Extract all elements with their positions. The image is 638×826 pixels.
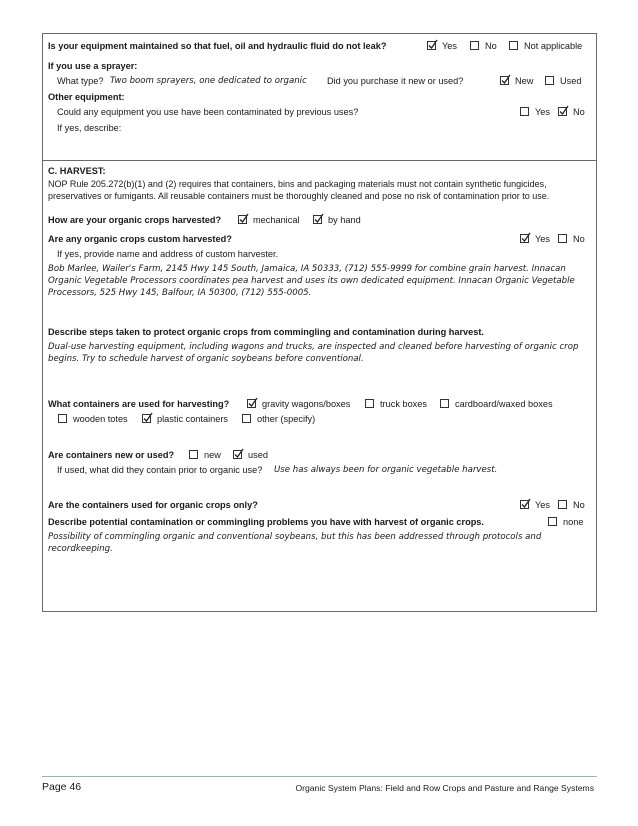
checkmark-icon xyxy=(558,105,569,116)
contamination-yes-label: Yes xyxy=(535,107,550,117)
organic-only-no-checkbox[interactable] xyxy=(558,500,567,509)
contamination-no-checkbox[interactable] xyxy=(558,107,567,116)
leak-no-checkbox[interactable] xyxy=(470,41,479,50)
other-equipment-label: Other equipment: xyxy=(48,92,125,102)
organic-only-yes-checkbox[interactable] xyxy=(520,500,529,509)
by-hand-label: by hand xyxy=(328,215,361,225)
organic-only-yes-label: Yes xyxy=(535,500,550,510)
checkmark-icon xyxy=(233,448,244,459)
by-hand-checkbox[interactable] xyxy=(313,215,322,224)
custom-yes-label: Yes xyxy=(535,234,550,244)
truck-boxes-checkbox[interactable] xyxy=(365,399,374,408)
prior-use-question: If used, what did they contain prior to organic use? xyxy=(57,465,263,475)
what-type-answer[interactable]: Two boom sprayers, one dedicated to organic xyxy=(110,76,307,86)
containers-used-label: used xyxy=(248,450,268,460)
containers-new-label: new xyxy=(204,450,221,460)
purchase-new-label: New xyxy=(515,76,534,86)
checkmark-icon xyxy=(247,397,258,408)
purchase-used-label: Used xyxy=(560,76,582,86)
leak-question: Is your equipment maintained so that fuel, oil and hydraulic fluid do not leak? xyxy=(48,41,387,51)
other-specify-label: other (specify) xyxy=(257,414,316,424)
checkmark-icon xyxy=(520,232,531,243)
custom-harvest-question: Are any organic crops custom harvested? xyxy=(48,234,232,244)
checkmark-icon xyxy=(520,498,531,509)
cardboard-boxes-checkbox[interactable] xyxy=(440,399,449,408)
purchase-new-checkbox[interactable] xyxy=(500,76,509,85)
plastic-containers-label: plastic containers xyxy=(157,414,228,424)
other-specify-checkbox[interactable] xyxy=(242,414,251,423)
checkmark-icon xyxy=(142,412,153,423)
problems-question: Describe potential contamination or commingling problems you have with harvest of organic crops. xyxy=(48,517,484,527)
none-label: none xyxy=(563,517,584,527)
nop-rule-text: NOP Rule 205.272(b)(1) and (2) requires that containers, bins and packaging materials must not contain synthetic fungicides, preservatives or fumigants. All reusable containers must be thoroughly cleaned and pose no risk of contamination prior to use. xyxy=(48,179,550,201)
cardboard-boxes-label: cardboard/waxed boxes xyxy=(455,399,553,409)
contamination-yes-checkbox[interactable] xyxy=(520,107,529,116)
custom-no-checkbox[interactable] xyxy=(558,234,567,243)
steps-answer[interactable]: Dual-use harvesting equipment, including wagons and trucks, are inspected and cleaned before harvesting of organic crop begins. Try to schedule harvest of organic soybeans before conventional. xyxy=(48,342,579,364)
purchase-used-checkbox[interactable] xyxy=(545,76,554,85)
leak-na-label: Not applicable xyxy=(524,41,583,51)
leak-yes-checkbox[interactable] xyxy=(427,41,436,50)
gravity-wagons-label: gravity wagons/boxes xyxy=(262,399,351,409)
footer-title: Organic System Plans: Field and Row Crops and Pasture and Range Systems xyxy=(295,783,594,793)
if-yes-describe-label: If yes, describe: xyxy=(57,123,122,133)
checkmark-icon xyxy=(500,74,511,85)
wooden-totes-checkbox[interactable] xyxy=(58,414,67,423)
containers-used-checkbox[interactable] xyxy=(233,450,242,459)
checkmark-icon xyxy=(427,39,438,50)
how-harvested-question: How are your organic crops harvested? xyxy=(48,215,222,225)
containers-question: What containers are used for harvesting? xyxy=(48,399,230,409)
custom-yes-checkbox[interactable] xyxy=(520,234,529,243)
what-type-label: What type? xyxy=(57,76,104,86)
custom-if-yes-label: If yes, provide name and address of custom harvester. xyxy=(57,249,279,259)
organic-only-no-label: No xyxy=(573,500,585,510)
leak-yes-label: Yes xyxy=(442,41,457,51)
contamination-question: Could any equipment you use have been contaminated by previous uses? xyxy=(57,107,359,117)
harvest-heading: C. HARVEST: xyxy=(48,166,106,176)
custom-no-label: No xyxy=(573,234,585,244)
none-checkbox[interactable] xyxy=(548,517,557,526)
gravity-wagons-checkbox[interactable] xyxy=(247,399,256,408)
if-sprayer-label: If you use a sprayer: xyxy=(48,61,138,71)
problems-answer[interactable]: Possibility of commingling organic and conventional soybeans, but this has been addressed through protocols and recordkeeping. xyxy=(48,532,542,554)
checkmark-icon xyxy=(238,213,249,224)
footer-rule xyxy=(42,776,597,777)
steps-question: Describe steps taken to protect organic crops from commingling and contamination during harvest. xyxy=(48,327,484,337)
containers-new-checkbox[interactable] xyxy=(189,450,198,459)
plastic-containers-checkbox[interactable] xyxy=(142,414,151,423)
page-number: Page 46 xyxy=(42,781,82,793)
contamination-no-label: No xyxy=(573,107,585,117)
prior-use-answer[interactable]: Use has always been for organic vegetable harvest. xyxy=(274,465,498,475)
leak-no-label: No xyxy=(485,41,497,51)
checkmark-icon xyxy=(313,213,324,224)
new-used-question: Are containers new or used? xyxy=(48,450,175,460)
mechanical-checkbox[interactable] xyxy=(238,215,247,224)
organic-only-question: Are the containers used for organic crops only? xyxy=(48,500,258,510)
sprayer-section-box xyxy=(42,33,597,161)
truck-boxes-label: truck boxes xyxy=(380,399,427,409)
wooden-totes-label: wooden totes xyxy=(73,414,128,424)
purchase-question: Did you purchase it new or used? xyxy=(327,76,464,86)
mechanical-label: mechanical xyxy=(253,215,300,225)
leak-na-checkbox[interactable] xyxy=(509,41,518,50)
custom-harvester-answer[interactable]: Bob Marlee, Wailer's Farm, 2145 Hwy 145 South, Jamaica, IA 50333, (712) 555-9999 for combine grain harvest. Innacan Organic Vegetable Processors coordinates pea harvest and uses its own dedicated equipment. Innacan Organic Vegetable Processors, 525 Hwy 145, Balfour, IA 50300, (712) 555-0005. xyxy=(48,264,575,298)
